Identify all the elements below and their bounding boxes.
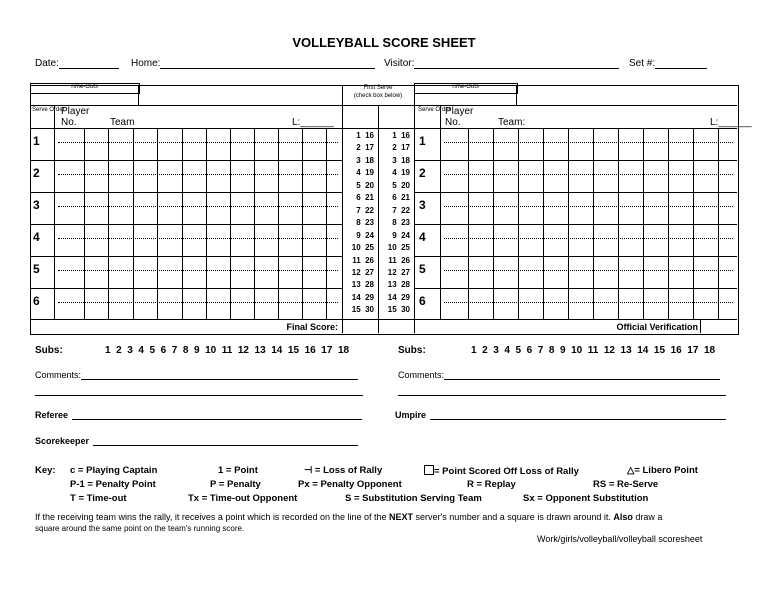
libero-left: L:______	[292, 117, 334, 128]
comments-right[interactable]	[398, 370, 720, 380]
loss-of-rally-icon: ⊣	[304, 465, 313, 476]
player-score-line[interactable]	[444, 206, 733, 207]
player-score-line[interactable]	[58, 142, 338, 143]
player-score-line[interactable]	[444, 270, 733, 271]
no-left: No.	[61, 117, 77, 128]
player-score-line[interactable]	[58, 174, 338, 175]
running-score-right[interactable]: 14 29	[387, 292, 410, 302]
running-score-right[interactable]: 6 21	[389, 193, 410, 203]
player-score-line[interactable]	[58, 238, 338, 239]
libero-right: L:______	[710, 117, 752, 128]
note-text-c: draw a	[632, 512, 663, 522]
comments-right-label: Comments:	[398, 370, 445, 380]
running-score-left[interactable]: 2 17	[353, 143, 374, 153]
key-sub-serving: S = Substitution Serving Team	[345, 493, 482, 504]
running-score-right[interactable]: 13 28	[387, 280, 410, 290]
running-score-left[interactable]: 5 20	[353, 180, 374, 190]
team-right: Team:	[498, 117, 526, 128]
referee-field[interactable]	[35, 410, 362, 420]
key-timeout: T = Time-out	[70, 493, 127, 504]
player-score-line[interactable]	[58, 270, 338, 271]
running-score-right[interactable]: 3 18	[389, 155, 410, 165]
subs-right-numbers[interactable]: 1 2 3 4 5 6 7 8 9 10 11 12 13 14 15 16 17 18	[471, 345, 716, 356]
timeouts-right-label: Time-Outs	[451, 84, 479, 90]
running-score-left[interactable]: 15 30	[351, 305, 374, 315]
set-field[interactable]	[629, 58, 707, 69]
official-verification-label: Official Verification	[616, 322, 698, 332]
key-timeout-opponent: Tx = Time-out Opponent	[188, 493, 298, 504]
player-score-line[interactable]	[444, 142, 733, 143]
running-score-left[interactable]: 7 22	[353, 205, 374, 215]
serve-order-left-1: 1	[33, 134, 40, 148]
serve-order-right-6: 6	[419, 294, 426, 308]
subs-left-label: Subs:	[35, 345, 63, 356]
running-score-left[interactable]: 3 18	[353, 155, 374, 165]
subs-left-numbers[interactable]: 1 2 3 4 5 6 7 8 9 10 11 12 13 14 15 16 17 18	[105, 345, 350, 356]
serve-order-left-2: 2	[33, 166, 40, 180]
note-next: NEXT	[389, 512, 414, 522]
key-penalty: P = Penalty	[210, 479, 261, 490]
key-point: 1 = Point	[218, 465, 258, 476]
serve-order-right-1: 1	[419, 134, 426, 148]
subs-right-label: Subs:	[398, 345, 426, 356]
score-grid	[30, 83, 752, 335]
key-libero	[627, 465, 698, 476]
running-score-right[interactable]: 15 30	[387, 305, 410, 315]
running-score-right[interactable]: 10 25	[387, 243, 410, 253]
running-score-left[interactable]: 1 16	[353, 131, 374, 140]
running-score-right[interactable]: 1 16	[389, 131, 410, 140]
serve-order-left-4: 4	[33, 230, 40, 244]
home-label: Home:	[131, 58, 161, 69]
key-label: Key:	[35, 465, 56, 476]
running-score-left[interactable]: 10 25	[351, 243, 374, 253]
serve-order-right-5: 5	[419, 262, 426, 276]
comments-left[interactable]	[35, 370, 358, 380]
square-icon	[424, 465, 434, 475]
note-line-2: square around the same point on the team's running score.	[35, 524, 245, 533]
first-serve-label: First Serve	[363, 85, 393, 91]
triangle-icon: △	[627, 465, 635, 476]
home-field[interactable]	[131, 58, 375, 69]
final-score-label: Final Score:	[286, 322, 338, 332]
running-score-right[interactable]: 2 17	[389, 143, 410, 153]
running-score-right[interactable]: 4 19	[389, 168, 410, 178]
player-left: Player	[61, 106, 90, 117]
key-square	[424, 465, 579, 477]
running-score-right[interactable]: 9 24	[389, 230, 410, 240]
key-penalty-point: P-1 = Penalty Point	[70, 479, 156, 490]
player-score-line[interactable]	[444, 174, 733, 175]
umpire-label: Umpire	[395, 410, 427, 420]
player-score-line[interactable]	[444, 302, 733, 303]
note-text-b: server's number and a square is drawn around it.	[413, 512, 614, 522]
serve-order-left: Serve Order	[32, 107, 65, 113]
running-score-right[interactable]: 12 27	[387, 267, 410, 277]
timeouts-left-label: Time-Outs	[70, 84, 98, 90]
scorekeeper-field[interactable]	[35, 436, 358, 446]
running-score-left[interactable]: 6 21	[353, 193, 374, 203]
player-right: Player	[445, 106, 474, 117]
player-score-line[interactable]	[58, 206, 338, 207]
key-captain: c = Playing Captain	[70, 465, 158, 476]
serve-order-left-5: 5	[33, 262, 40, 276]
visitor-field[interactable]	[384, 58, 619, 69]
running-score-left[interactable]: 13 28	[351, 280, 374, 290]
serve-order-right-2: 2	[419, 166, 426, 180]
running-score-left[interactable]: 11 26	[352, 255, 374, 265]
serve-order-right-4: 4	[419, 230, 426, 244]
running-score-right[interactable]: 11 26	[388, 255, 410, 265]
serve-order-left-3: 3	[33, 198, 40, 212]
team-left: Team	[110, 117, 135, 128]
key-reserve: RS = Re-Serve	[593, 479, 659, 490]
key-square-text: = Point Scored Off Loss of Rally	[434, 466, 579, 477]
comments-left-label: Comments:	[35, 370, 82, 380]
running-score-left[interactable]: 4 19	[353, 168, 374, 178]
running-score-right[interactable]: 8 23	[389, 218, 410, 228]
running-score-left[interactable]: 12 27	[351, 267, 374, 277]
serve-order-right-3: 3	[419, 198, 426, 212]
scorekeeper-label: Scorekeeper	[35, 436, 90, 446]
footer-path: Work/girls/volleyball/volleyball scoresheet	[537, 534, 703, 544]
running-score-right[interactable]: 5 20	[389, 180, 410, 190]
key-opponent-sub: Sx = Opponent Substitution	[523, 493, 649, 504]
date-label: Date:	[35, 58, 59, 69]
running-score-left[interactable]: 14 29	[351, 292, 374, 302]
key-loss-text: = Loss of Rally	[314, 465, 383, 476]
note-line-1	[35, 512, 662, 522]
key-libero-text: = Libero Point	[634, 465, 698, 476]
set-label: Set #:	[629, 58, 656, 69]
running-score-left[interactable]: 9 24	[353, 230, 374, 240]
no-right: No.	[445, 117, 461, 128]
running-score-right[interactable]: 7 22	[389, 205, 410, 215]
referee-label: Referee	[35, 410, 69, 420]
player-score-line[interactable]	[444, 238, 733, 239]
key-replay: R = Replay	[467, 479, 516, 490]
serve-order-left-6: 6	[33, 294, 40, 308]
umpire-field[interactable]	[395, 410, 726, 420]
note-text-a: If the receiving team wins the rally, it receives a point which is recorded on the line of the	[35, 512, 390, 522]
player-score-line[interactable]	[58, 302, 338, 303]
key-loss	[304, 465, 382, 476]
page-title: VOLLEYBALL SCORE SHEET	[292, 35, 476, 50]
note-also: Also	[613, 512, 633, 522]
visitor-label: Visitor:	[384, 58, 415, 69]
running-score-left[interactable]: 8 23	[353, 218, 374, 228]
key-penalty-opponent: Px = Penalty Opponent	[298, 479, 402, 490]
serve-order-right: Serve Order	[418, 107, 451, 113]
date-field[interactable]	[35, 58, 119, 69]
check-box-label: (check box below)	[353, 93, 403, 99]
